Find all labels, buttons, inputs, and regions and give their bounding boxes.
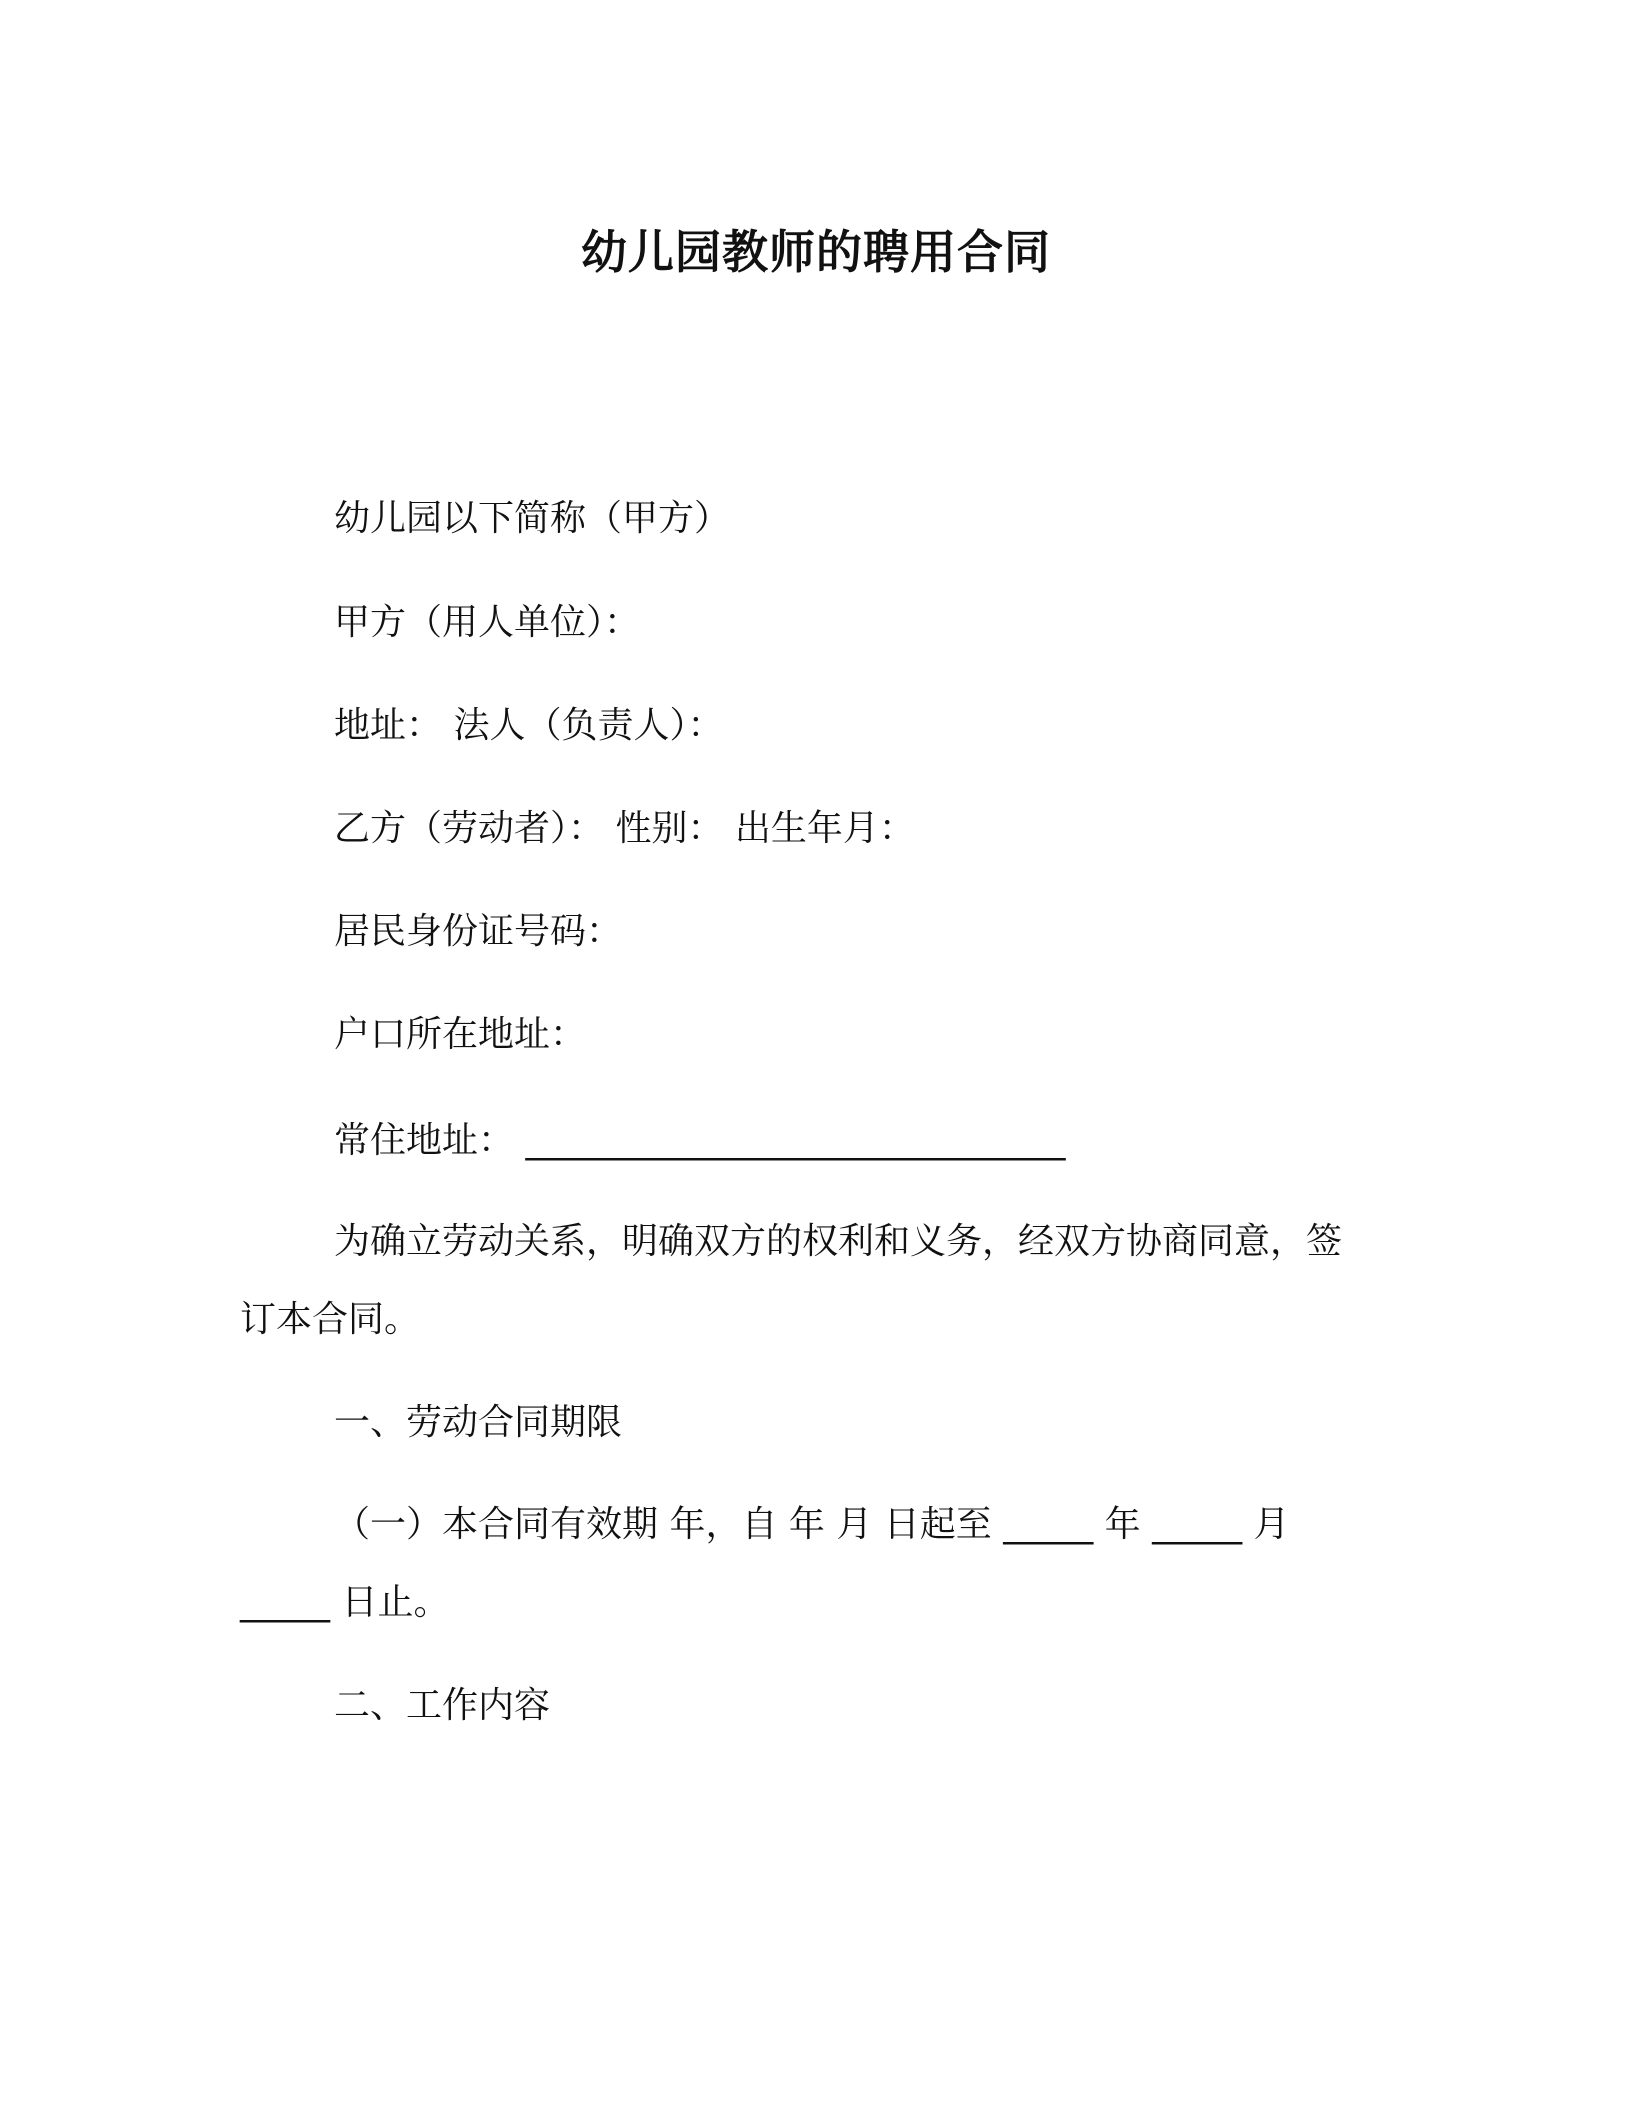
section-2-heading: 二、工作内容 bbox=[334, 1685, 551, 1726]
party-a-employer: 甲方（用人单位）： bbox=[334, 602, 641, 643]
id-number-line: 居民身份证号码： bbox=[334, 911, 623, 952]
address-legal-representative: 地址： 法人（负责人）： bbox=[334, 705, 724, 746]
household-address-line: 户口所在地址： bbox=[334, 1014, 587, 1055]
party-b-worker-info: 乙方（劳动者）： 性别： 出生年月： bbox=[334, 808, 915, 849]
preamble-line-1: 为确立劳动关系，明确双方的权利和义务，经双方协商同意，签 bbox=[334, 1221, 1343, 1262]
term-clause-line-2: _____ 日止。 bbox=[240, 1582, 450, 1623]
party-a-short-name: 幼儿园以下简称（甲方） bbox=[334, 498, 731, 539]
residence-address-line: 常住地址： ______________________________ bbox=[334, 1120, 1066, 1161]
preamble-line-2: 订本合同。 bbox=[240, 1299, 421, 1340]
document-title: 幼儿园教师的聘用合同 bbox=[581, 225, 1051, 279]
term-clause-line-1: （一）本合同有效期 年，自 年 月 日起至 _____ 年 _____ 月 bbox=[334, 1504, 1290, 1545]
section-1-heading: 一、劳动合同期限 bbox=[334, 1402, 623, 1443]
